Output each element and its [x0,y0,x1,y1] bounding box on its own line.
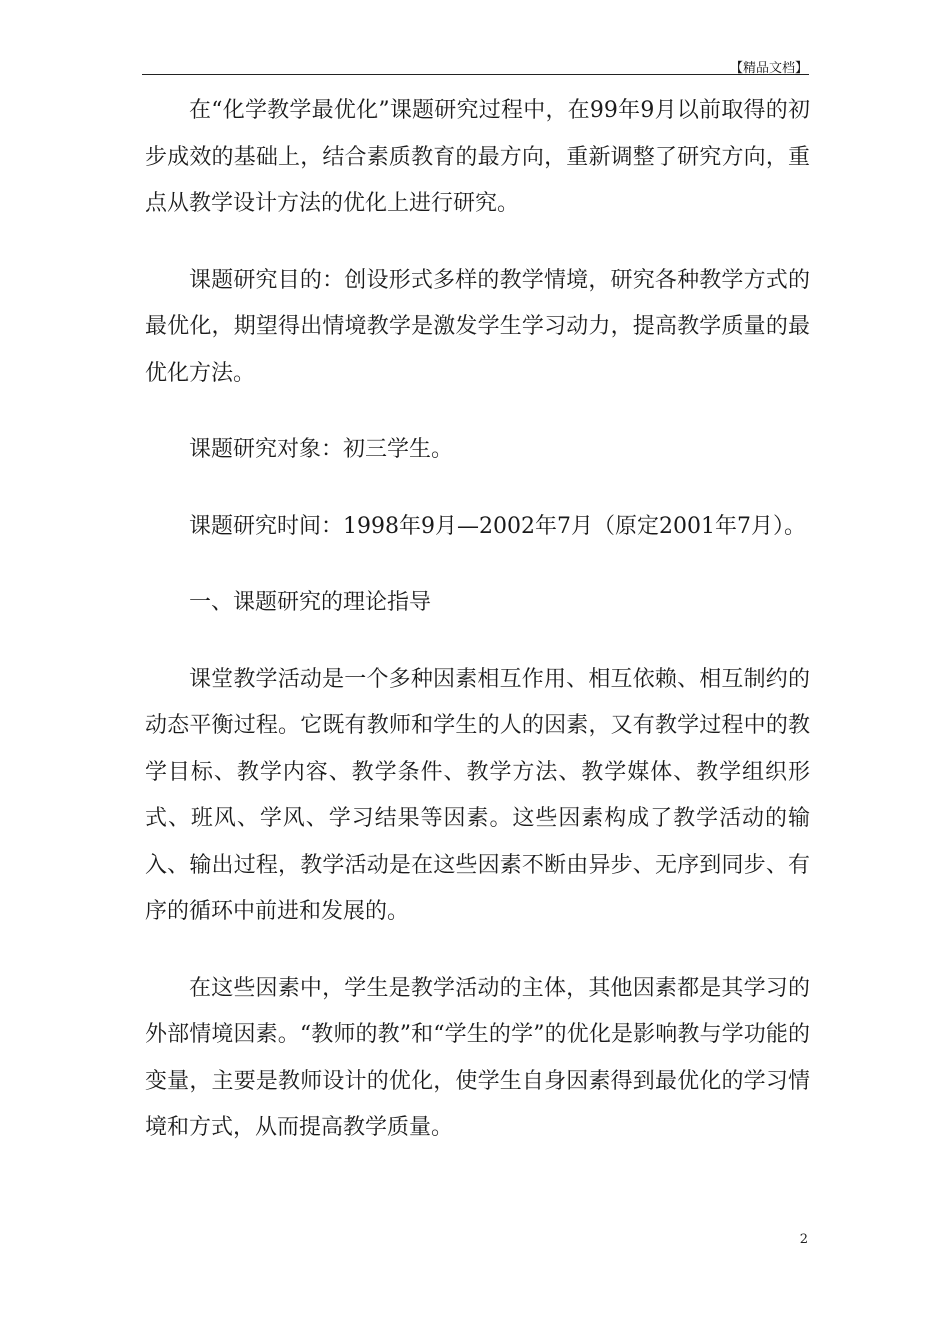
paragraph-research-process: 在“化学教学最优化”课题研究过程中，在99年9月以前取得的初步成效的基础上，结合素质教育的最方向，重新调整了研究方向，重点从教学设计方法的优化上进行研究。 [145,98,810,216]
paragraph-research-goal: 课题研究目的：创设形式多样的教学情境，研究各种教学方式的最优化，期望得出情境教学是激发学生学习动力，提高教学质量的最优化方法。 [145,267,810,386]
paragraph-research-time: 课题研究时间：1998年9月—2002年7月（原定2001年7月）。 [189,513,806,539]
page-number: 2 [799,1232,808,1247]
document-header-label: 【精品文档】 [729,61,808,76]
document-body [145,88,810,1182]
header-divider [142,74,809,75]
section-heading-theory: 一、课题研究的理论指导 [189,590,432,615]
paragraph-research-subjects: 课题研究对象：初三学生。 [189,437,454,462]
paragraph-student-subject: 在这些因素中，学生是教学活动的主体，其他因素都是其学习的外部情境因素。“教师的教”和“学生的学”的优化是影响教与学功能的变量，主要是教师设计的优化，使学生自身因素得到最优化的学习情境和方式，从而提高教学质量。 [145,975,810,1140]
paragraph-classroom-activity: 课堂教学活动是一个多种因素相互作用、相互依赖、相互制约的动态平衡过程。它既有教师和学生的人的因素，又有教学过程中的教学目标、教学内容、教学条件、教学方法、教学媒体、教学组织形式、班风、学风、学习结果等因素。这些因素构成了教学活动的输入、输出过程，教学活动是在这些因素不断由异步、无序到同步、有序的循环中前进和发展的。 [145,666,810,924]
